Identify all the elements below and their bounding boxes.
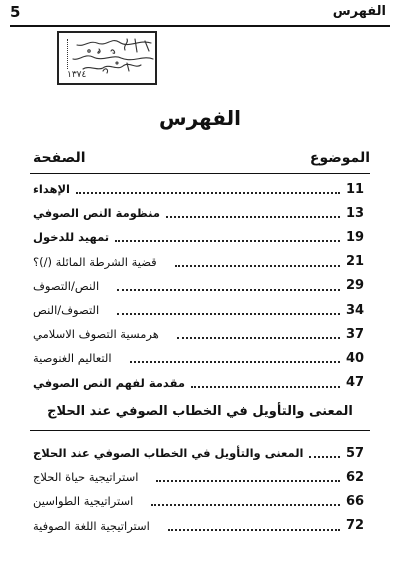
section-rule (30, 430, 370, 431)
dot-leader (76, 192, 340, 194)
toc-entry (33, 346, 370, 370)
toc-entry (33, 465, 370, 489)
toc-entry (33, 441, 370, 465)
toc-entry-label: منظومة النص الصوفي (33, 206, 160, 221)
dot-leader (309, 456, 340, 458)
dot-leader (115, 240, 340, 242)
toc-entry (33, 298, 370, 322)
toc-entry-label: استراتيجية حياة الحلاج (33, 470, 139, 485)
dot-leader (156, 480, 340, 482)
column-header-topic: الموضوع (309, 150, 370, 166)
toc-entry-page: 11 (346, 181, 365, 197)
toc-entry (33, 489, 370, 513)
toc-entry-label: مقدمة لفهم النص الصوفي (33, 375, 185, 390)
toc-entry (33, 322, 370, 346)
column-header-rule (30, 173, 370, 174)
toc-entry-label: النص/التصوف (33, 278, 100, 293)
toc-entry (33, 225, 370, 249)
toc-entry-page: 29 (346, 278, 365, 294)
toc-entry-label: الإهداء (33, 182, 70, 197)
toc-entry (33, 371, 370, 395)
column-header-page: الصفحة (33, 150, 86, 166)
toc-entry-page: 47 (346, 375, 365, 391)
page-number: 5 (10, 3, 21, 21)
page-header (0, 0, 400, 28)
dot-leader (191, 386, 340, 388)
toc-entry-label: استراتيجية اللغة الصوفية (33, 518, 150, 533)
toc-entry (33, 201, 370, 225)
toc-entry-label: قضية الشرطة المائلة (/)؟ (33, 254, 157, 269)
toc-entry (33, 514, 370, 538)
toc-entry-page: 13 (346, 205, 365, 221)
toc-entry-label: التصوف/النص (33, 303, 100, 318)
toc-entry-page: 62 (346, 469, 365, 485)
toc-entry (33, 250, 370, 274)
toc-entry-label: تمهيد للدخول (33, 230, 110, 245)
stamp-number: ١٣٧٤ (67, 70, 87, 80)
toc-entry-page: 21 (346, 254, 365, 270)
dot-leader (151, 504, 340, 506)
toc-entry (33, 274, 370, 298)
dot-leader (166, 216, 340, 218)
toc-entry-page: 40 (346, 350, 365, 366)
dot-leader (168, 529, 340, 531)
header-rule (10, 25, 390, 27)
section-title: المعنى والتأويل في الخطاب الصوفي عند الحلاج (47, 404, 353, 419)
dot-leader (130, 361, 340, 363)
toc-entry-page: 34 (346, 302, 365, 318)
page-title: الفهرس (158, 106, 241, 130)
toc-list-section (33, 441, 370, 538)
dot-leader (117, 289, 340, 291)
library-stamp (57, 31, 157, 85)
toc-entry-page: 72 (346, 518, 365, 534)
toc-entry (33, 177, 370, 201)
dot-leader (175, 265, 340, 267)
running-title: الفهرس (332, 4, 386, 19)
toc-entry-page: 66 (346, 493, 365, 509)
toc-entry-label: المعنى والتأويل في الخطاب الصوفي عند الحلاج (33, 446, 304, 461)
dot-leader (117, 313, 340, 315)
toc-entry-label: هرمسية التصوف الاسلامي (33, 327, 159, 342)
toc-entry-page: 19 (346, 229, 365, 245)
dot-leader (177, 337, 340, 339)
toc-entry-label: استراتيجية الطواسين (33, 494, 134, 509)
toc-entry-page: 37 (346, 326, 365, 342)
toc-entry-page: 57 (346, 445, 365, 461)
toc-list (33, 177, 370, 395)
toc-entry-label: التعاليم الغنوصية (33, 351, 112, 366)
